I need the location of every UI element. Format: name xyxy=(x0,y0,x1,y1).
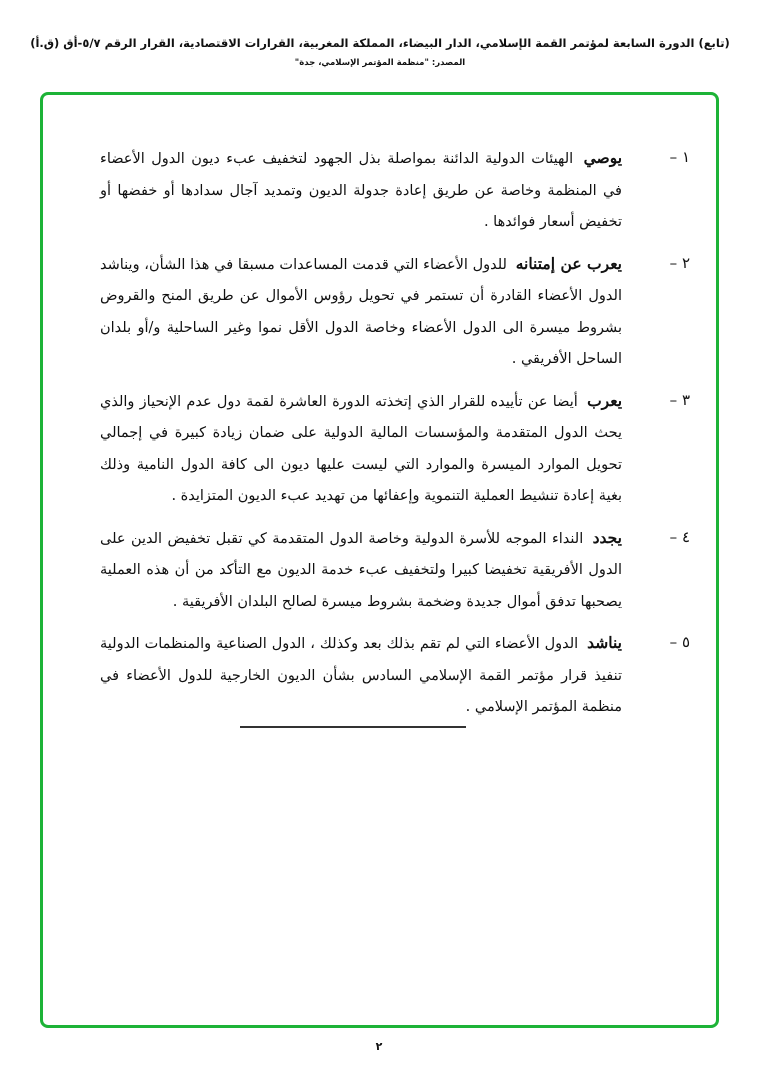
resolution-item-4 xyxy=(100,522,690,619)
item-operative-verb: يعرب xyxy=(587,390,623,410)
resolution-items xyxy=(100,142,690,733)
item-number: ٣ – xyxy=(669,390,690,409)
resolution-item-1 xyxy=(100,142,690,239)
item-body-text: الدول الأعضاء التي لم تقم بذلك بعد وكذلك ، الدول الصناعية والمنظمات الدولية تنفيذ قرار مؤتمر القمة الإسلامي السادس بشأن الديون الخارجية للدول الأعضاء في منظمة المؤتمر الإسلامي . xyxy=(100,636,622,715)
item-paragraph xyxy=(100,385,622,513)
item-paragraph xyxy=(100,142,622,239)
item-body-text: للدول الأعضاء التي قدمت المساعدات مسبقا في هذا الشأن، ويناشد الدول الأعضاء القادرة أن تستمر في تحويل رؤوس الأموال عن طريق المنح والقروض بشروط ميسرة الى الدول الأعضاء وخاصة الدول الأقل نموا وغير الساحلية و/أو بلدان الساحل الأفريقي . xyxy=(100,256,622,367)
item-body-text: الهيئات الدولية الدائنة بمواصلة بذل الجهود لتخفيف عبء ديون الدول الأعضاء في المنظمة وخاصة عن طريق إعادة جدولة الديون وتمديد آجال سدادها أو خفضها أو تخفيض أسعار فوائدها . xyxy=(100,151,622,230)
item-body-text: أيضا عن تأييده للقرار الذي إتخذته الدورة العاشرة لقمة دول عدم الإنحياز والذي يحث الدول المتقدمة والمؤسسات المالية الدولية على ضمان زيادة كبيرة في إجمالي تحويل الموارد الميسرة والموارد التي ليست عليها ديون الى كافة الدول النامية وذلك بغية إعادة تنشيط العملية التنموية وإعفائها من تهديد عبء الديون المتزايدة . xyxy=(100,393,622,504)
item-operative-verb: يوصي xyxy=(583,148,623,167)
document-source-line: المصدر: "منظمة المؤتمر الإسلامي، جدة" xyxy=(294,58,466,68)
item-operative-verb: يجدد xyxy=(592,527,622,547)
item-paragraph xyxy=(100,627,622,724)
page-number: ٢ xyxy=(375,1040,383,1053)
resolution-item-2 xyxy=(100,248,690,376)
end-of-text-divider xyxy=(240,726,466,728)
item-number: ٤ – xyxy=(669,527,690,546)
resolution-item-5 xyxy=(100,627,690,724)
document-header-title: (تابع) الدورة السابعة لمؤتمر القمة الإسلامي، الدار البيضاء، المملكة المغربية، القرارات الاقتصادية، القرار الرقم ٥/٧-أق (ق.أ) xyxy=(30,36,730,50)
item-number: ٥ – xyxy=(669,633,690,651)
item-paragraph xyxy=(100,522,622,619)
item-body-text: النداء الموجه للأسرة الدولية وخاصة الدول المتقدمة كي تقبل تخفيض الدين على الدول الأفريقية تخفيضا كبيرا ولتخفيف عبء خدمة الديون مع التأكد من أن هذه العملية يصحبها تدفق أموال جديدة وضخمة بشروط ميسرة لصالح البلدان الأفريقية . xyxy=(100,530,622,610)
resolution-item-3 xyxy=(100,385,690,513)
item-number: ١ – xyxy=(669,148,690,166)
item-number: ٢ – xyxy=(669,253,690,272)
item-operative-verb: يناشد xyxy=(587,633,622,652)
item-paragraph xyxy=(100,248,622,376)
item-operative-verb: يعرب عن إمتنانه xyxy=(515,253,622,273)
